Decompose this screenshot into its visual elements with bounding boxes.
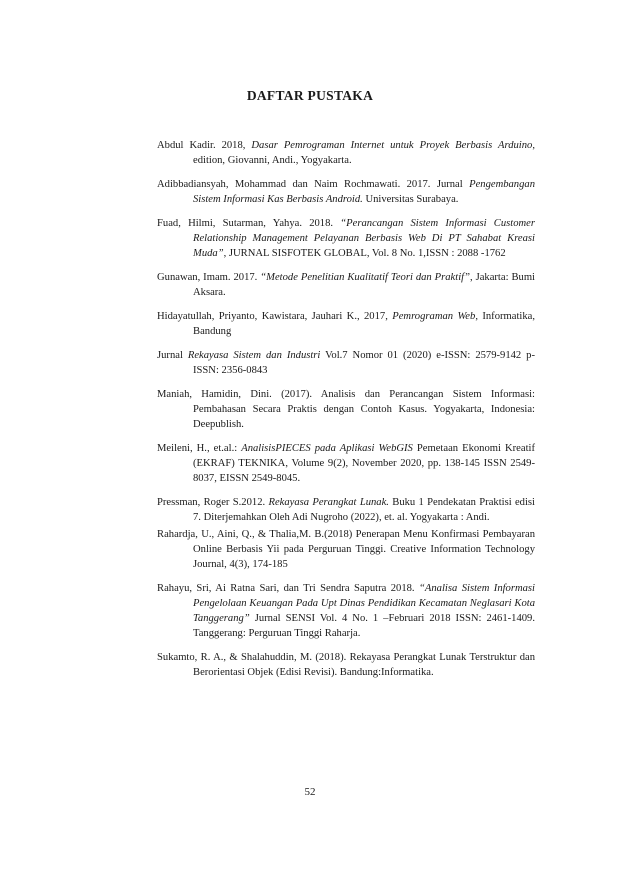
reference-title-italic: “Perancangan Sistem Informasi Customer Relationship Management Pelayanan Berbasis Web Di PT Sahabat Kreasi Muda” [193,218,535,259]
reference-text: Rahayu, Sri, Ai Ratna Sari, dan Tri Sendra Saputra 2018. [157,583,420,595]
reference-text: , JURNAL SISFOTEK GLOBAL, Vol. 8 No. 1,ISSN : 2088 -1762 [223,247,506,259]
reference-entry [157,271,535,301]
reference-text: Fuad, Hilmi, Sutarman, Yahya. 2018. [157,218,341,230]
reference-title-italic: Pengembangan Sistem Informasi Kas Berbasis Android. [193,179,535,205]
reference-text: Pemetaan Ekonomi Kreatif (EKRAF) TEKNIKA, Volume 9(2), November 2020, pp. 138-145 ISSN 2549-8037, EISSN 2549-8045. [193,443,535,484]
reference-entry [157,651,535,681]
reference-list [157,139,535,690]
page-number: 52 [304,786,316,798]
reference-text: Hidayatullah, Priyanto, Kawistara, Jauhari K., 2017, [157,311,393,323]
reference-text: Jurnal SENSI Vol. 4 No. 1 –Februari 2018 ISSN: 2461-1409. Tanggerang: Perguruan Tinggi Raharja. [193,612,535,639]
reference-title-italic: Pemrograman Web [392,311,476,323]
reference-entry [157,217,535,261]
reference-entry [157,582,535,641]
reference-title-italic: “Metode Penelitian Kualitatif Teori dan Praktif” [260,272,470,284]
reference-text: Maniah, Hamidin, Dini. (2017). Analisis dan Perancangan Sistem Informasi: Pembahasan Secara Praktis dengan Contoh Kasus. Yogyakarta, Indonesia: Deepublish. [157,389,535,430]
reference-text: Buku 1 Pendekatan Praktisi edisi 7. Diterjemahkan Oleh Adi Nugroho (2022), et. al. Yogyakarta : Andi. [193,497,535,523]
reference-entry [157,388,535,432]
reference-entry [157,139,535,169]
reference-title-italic: Dasar Pemrograman Internet untuk Proyek Berbasis Arduino [251,140,533,151]
reference-title-italic: Rekayasa Perangkat Lunak. [268,497,389,509]
reference-text: Rahardja, U., Aini, Q., & Thalia,M. B.(2018) Penerapan Menu Konfirmasi Pembayaran Online Berbasis Yii pada Perguruan Tinggi. Creative Information Technology Journal, 4(3), 174-185 [157,529,535,570]
reference-entry [157,496,535,526]
reference-entry [157,178,535,208]
reference-text: Vol.7 Nomor 01 (2020) e-ISSN: 2579-9142 p-ISSN: 2356-0843 [193,350,535,377]
page-title: DAFTAR PUSTAKA [246,88,374,103]
reference-entry [157,349,535,379]
reference-title-italic: AnalisisPIECES pada Aplikasi WebGIS [241,443,413,455]
reference-text: Adibbadiansyah, Mohammad dan Naim Rochmawati. 2017. Jurnal [157,179,470,191]
reference-text: , edition, Giovanni, Andi., Yogyakarta. [193,140,535,166]
reference-title-italic: Rekayasa Sistem dan Industri [187,350,321,362]
reference-text: Meileni, H., et.al.: [157,443,242,455]
reference-text: Abdul Kadir. 2018, [157,140,252,151]
reference-text: Sukamto, R. A., & Shalahuddin, M. (2018). Rekayasa Perangkat Lunak Terstruktur dan Berorientasi Objek (Edisi Revisi). Bandung:Informatika. [157,651,535,678]
reference-text: Jurnal [157,350,188,362]
reference-text: , Informatika, Bandung [193,311,536,337]
reference-entry [157,528,535,572]
reference-text: Gunawan, Imam. 2017. [157,272,261,284]
reference-text: , Jakarta: Bumi Aksara. [193,272,536,298]
reference-entry [157,310,535,340]
reference-text: Universitas Surabaya. [362,193,459,205]
reference-entry [157,442,535,486]
reference-title-italic: “Analisa Sistem Informasi Pengelolaan Keuangan Pada Upt Dinas Pendidikan Kecamatan Neglasari Kota Tanggerang” [193,583,535,624]
reference-text: Pressman, Roger S.2012. [157,497,269,509]
